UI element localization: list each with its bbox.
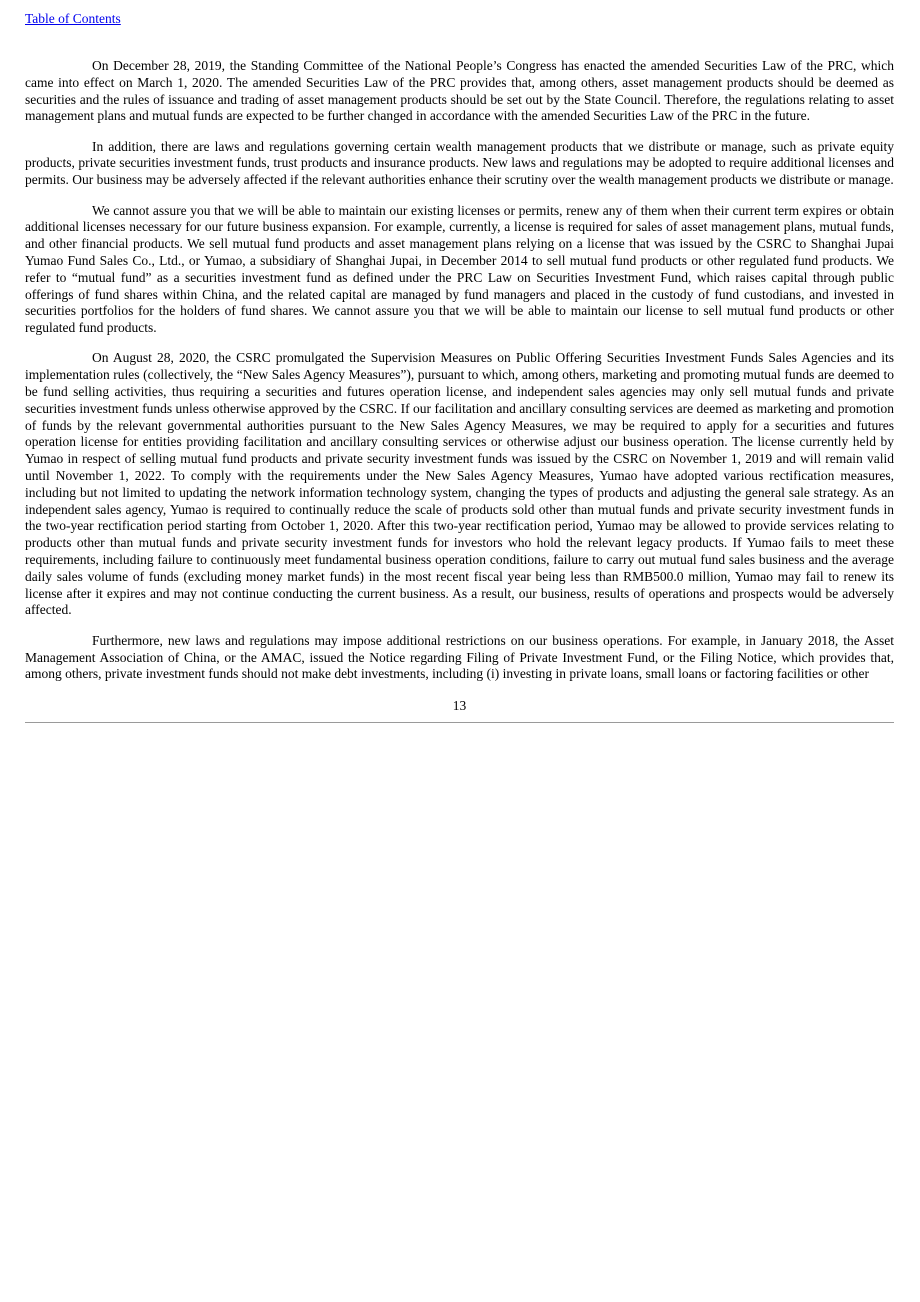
- paragraph-licenses-permits: We cannot assure you that we will be able to maintain our existing licenses or permits, renew any of them when their current term expires or obtain additional licenses necessary for our future business expansion. For example, currently, a license is required for sales of asset management plans, mutual funds, and other financial products. We sell mutual fund products and asset management plans relying on a license that was issued by the CSRC to Shanghai Jupai Yumao Fund Sales Co., Ltd., or Yumao, a subsidiary of Shanghai Jupai, in December 2014 to sell mutual fund products or other regulated fund products. We refer to “mutual fund” as a securities investment fund as defined under the PRC Law on Securities Investment Fund, which raises capital through public offerings of fund shares within China, and the related capital are managed by fund managers and placed in the custody of fund custodians, and invested in securities portfolios for the holders of fund shares. We cannot assure you that we will be able to maintain our license to sell mutual fund products or other regulated fund products.: [25, 202, 894, 336]
- paragraph-new-sales-agency-measures: On August 28, 2020, the CSRC promulgated the Supervision Measures on Public Offering Securities Investment Funds Sales Agencies and its implementation rules (collectively, the “New Sales Agency Measures”), pursuant to which, among others, marketing and promoting mutual funds are deemed to be fund selling activities, thus requiring a securities and futures operation license, and independent sales agencies may only sell mutual funds and private securities investment funds unless otherwise approved by the CSRC. If our facilitation and ancillary consulting services are deemed as marketing and promotion of funds by the relevant governmental authorities pursuant to the New Sales Agency Measures, we may be required to apply for a securities and futures operation license for entities providing facilitation and ancillary consulting services or otherwise adjust our business operation. The license currently held by Yumao in respect of selling mutual fund products and private security investment funds was issued by the CSRC on November 1, 2019 and will remain valid until November 1, 2022. To comply with the requirements under the New Sales Agency Measures, Yumao have adopted various rectification measures, including but not limited to updating the network information technology system, changing the types of products and adjusting the general sale strategy. As an independent sales agency, Yumao is required to continually reduce the scale of products sold other than mutual funds and private security investment funds in the two-year rectification period starting from October 1, 2020. After this two-year rectification period, Yumao may be allowed to provide services relating to products other than mutual funds and private security investment funds for investors who hold the relevant legacy products. If Yumao fails to meet these requirements, including failure to continuously meet fundamental business operation conditions, failure to carry out mutual fund sales business and the average daily sales volume of funds (excluding money market funds) in the most recent fiscal year being less than RMB500.0 million, Yumao may fail to renew its license after it expires and may not continue conducting the current business. As a result, our business, results of operations and prospects would be adversely affected.: [25, 350, 894, 618]
- table-of-contents-link[interactable]: Table of Contents: [25, 11, 121, 26]
- page-divider: [25, 722, 894, 723]
- page-number: 13: [452, 698, 467, 714]
- paragraph-securities-law: On December 28, 2019, the Standing Committee of the National People’s Congress has enacted the amended Securities Law of the PRC, which came into effect on March 1, 2020. The amended Securities Law of the PRC provides that, among others, asset management products should be deemed as securities and the rules of issuance and trading of asset management products should be set out by the State Council. Therefore, the regulations relating to asset management plans and mutual funds are expected to be further changed in accordance with the amended Securities Law of the PRC in the future.: [25, 58, 894, 124]
- paragraph-wealth-management-regulations: In addition, there are laws and regulations governing certain wealth management products that we distribute or manage, such as private equity products, private securities investment funds, trust products and insurance products. New laws and regulations may be adopted to require additional licenses and permits. Our business may be adversely affected if the relevant authorities enhance their scrutiny over the wealth management products we distribute or manage.: [25, 138, 894, 188]
- document-page: [25, 10, 894, 731]
- document-body: [25, 58, 894, 683]
- paragraph-additional-restrictions: Furthermore, new laws and regulations may impose additional restrictions on our business operations. For example, in January 2018, the Asset Management Association of China, or the AMAC, issued the Notice regarding Filing of Private Investment Fund, or the Filing Notice, which provides that, among others, private investment funds should not make debt investments, including (i) investing in private loans, small loans or factoring facilities or other: [25, 632, 894, 682]
